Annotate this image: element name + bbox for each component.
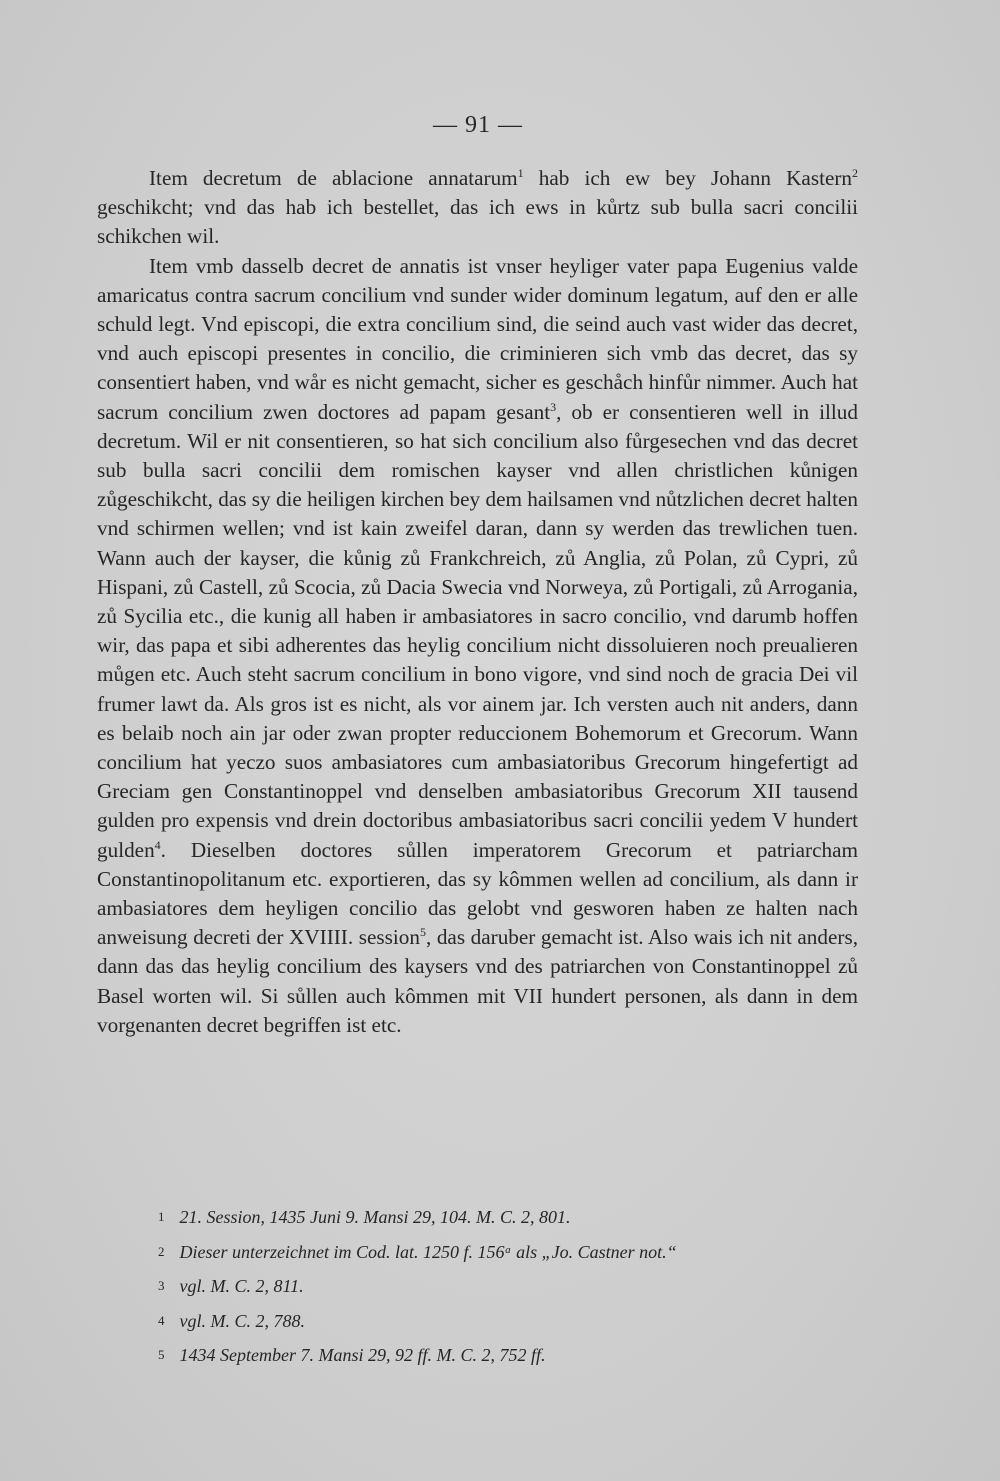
footnote-number: 2 <box>158 1243 165 1259</box>
paragraph-text: , das daruber gemacht ist. Also wais ich nit anders, dann das das heylig concilium des kaysers vnd des patriarchen von Constantinoppel zů Basel worten wil. Si sůllen auch kômmen mit VII hundert personen, als dann in dem vorgenanten decret begriffen ist etc. <box>97 925 858 1037</box>
page-number: — 91 — <box>433 112 523 138</box>
footnote-text: vgl. M. C. 2, 788. <box>179 1310 305 1331</box>
footnote-number: 3 <box>158 1278 165 1293</box>
footnote-marker: 3 <box>550 399 557 414</box>
footnote-text: Dieser unterzeichnet im Cod. lat. 1250 f. 156ᵃ als „Jo. Castner not.“ <box>179 1241 677 1262</box>
paragraph-text: Item decretum de ablacione annatarum <box>149 166 518 190</box>
footnote-text: vgl. M. C. 2, 811. <box>179 1276 304 1296</box>
footnote-marker: 1 <box>517 165 524 180</box>
footnote-number: 1 <box>158 1209 165 1224</box>
paragraph <box>97 252 858 1040</box>
paragraph-text: Item vmb dasselb decret de annatis ist vnser heyliger vater papa Eugenius valde amaricatus contra sacrum concilium vnd sunder wider dominum legatum, auf den er alle schuld legt. Vnd episcopi, die extra concilium sind, die seind auch vast wider das decret, vnd auch episcopi presentes in concilio, die criminieren sich vmb das decret, das sy consentiert haben, vnd wår es nicht gemacht, sicher es geschåch hinfůr nimmer. Auch hat sacrum concilium zwen doctores ad papam gesant <box>97 253 858 424</box>
paragraph-text: hab ich ew bey Johann Kastern <box>523 166 853 190</box>
footnote-number: 4 <box>158 1312 165 1328</box>
footnote-marker: 4 <box>154 837 161 852</box>
footnotes <box>158 1200 858 1373</box>
paragraph <box>97 164 858 252</box>
footnote <box>158 1235 858 1270</box>
body-text <box>97 164 858 1040</box>
footnote <box>158 1304 858 1339</box>
footnote-marker: 2 <box>852 165 859 180</box>
footnote-marker: 5 <box>419 925 426 940</box>
footnote <box>158 1269 858 1304</box>
footnote-number: 5 <box>158 1347 165 1362</box>
paragraph-text: , ob er consentieren well in illud decretum. Wil er nit consentieren, so hat sich concilium also fůrgesechen vnd das decret sub bulla sacri concilii dem romischen kayser vnd allen christlichen kůnigen zůgeschikcht, das sy die heiligen kirchen bey dem hailsamen vnd nůtzlichen decret halten vnd schirmen wellen; vnd ist kain zweifel daran, dann sy werden das trewlichen tuen. Wann auch der kayser, die kůnig zů Frankchreich, zů Anglia, zů Polan, zů Cypri, zů Hispani, zů Castell, zů Scocia, zů Dacia Swecia vnd Norweya, zů Portigali, zů Arrogania, zů Sycilia etc., die kunig all haben ir ambasiatores in sacro concilio, vnd darumb hoffen wir, das papa et sibi adherentes das heylig concilium nicht dissoluieren noch preualieren můgen etc. Auch steht sacrum concilium in bono vigore, vnd sind noch de gracia Dei vil frumer lawt da. Als gros ist es nicht, als vor ainem jar. Ich versten auch nit anders, dann es belaib noch ain jar oder zwan propter reduccionem Bohemorum et Grecorum. Wann concilium hat yeczo suos ambasiatores cum ambasiatoribus Grecorum hingefertigt ad Greciam gen Constantinoppel vnd denselben ambasiatoribus Grecorum XII tausend gulden pro expensis vnd drein doctoribus ambasiatoribus sacri concilii yedem V hundert gulden <box>97 399 858 862</box>
footnote-text: 1434 September 7. Mansi 29, 92 ff. M. C. 2, 752 ff. <box>179 1345 546 1365</box>
footnote-text: 21. Session, 1435 Juni 9. Mansi 29, 104. M. C. 2, 801. <box>179 1207 571 1227</box>
paragraph-text: . Dieselben doctores sůllen imperatorem Grecorum et patriarcham Constantinopolitanum etc. exportieren, das sy kômmen wellen ad concilium, als dann ir ambasiatores dem heyligen concilio das gelobt vnd gesworen haben ze halten nach anweisung decreti der XVIIII. session <box>97 837 858 950</box>
footnote <box>158 1200 858 1235</box>
paragraph-text: geschikcht; vnd das hab ich bestellet, das ich ews in kůrtz sub bulla sacri concilii schikchen wil. <box>97 195 858 249</box>
footnote <box>158 1338 858 1373</box>
